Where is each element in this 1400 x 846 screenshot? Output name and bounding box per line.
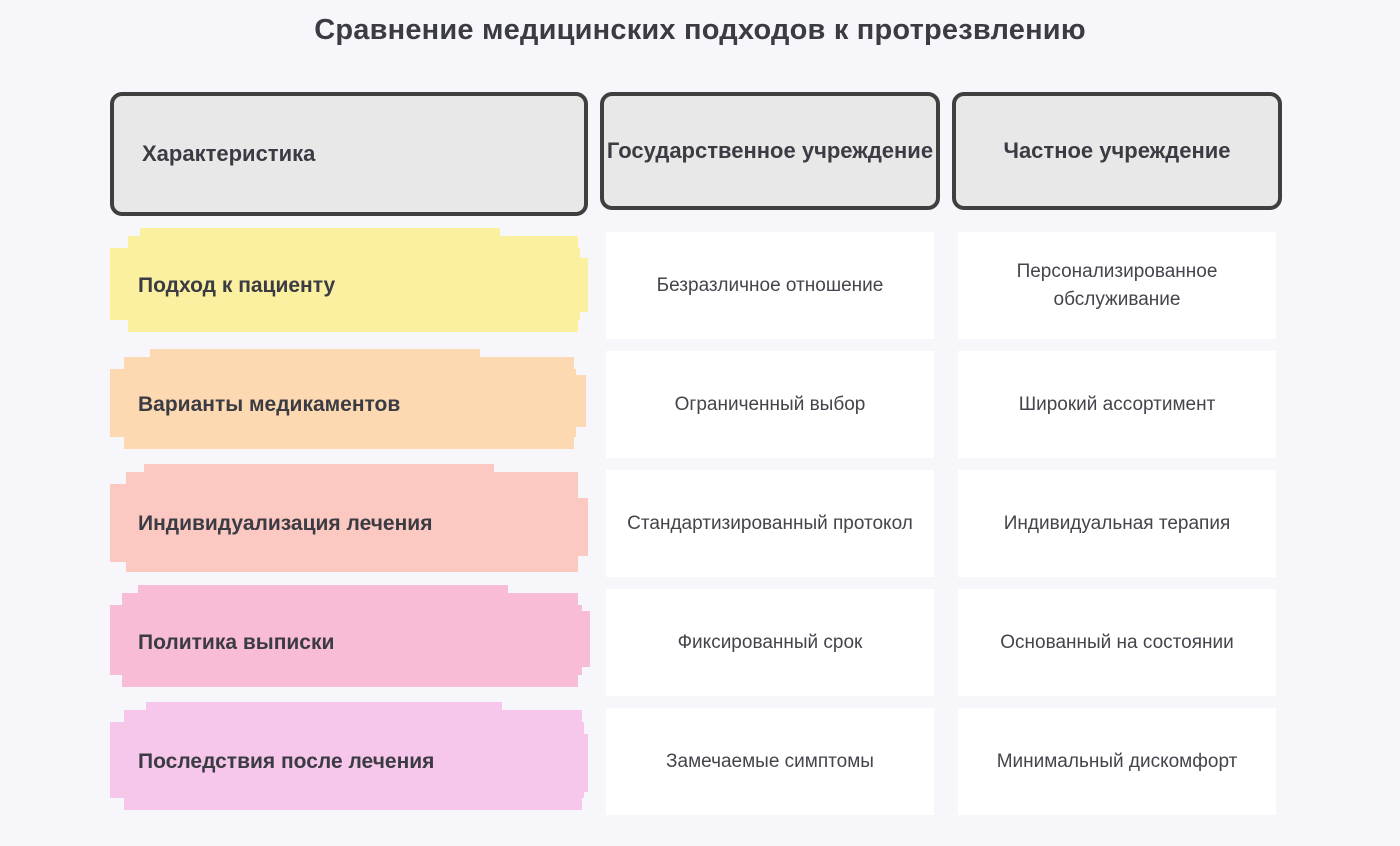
- table-header-row: [110, 92, 1300, 216]
- table-body: [110, 226, 1300, 821]
- table-row: [110, 583, 1300, 702]
- row-private-value: Основанный на состоянии: [1000, 631, 1234, 653]
- row-private-value: Минимальный дискомфорт: [996, 750, 1238, 772]
- row-public-value: Безразличное отношение: [656, 274, 884, 296]
- row-feature-label: Подход к пациенту: [138, 273, 336, 297]
- row-feature-label: Последствия после лечения: [138, 749, 435, 773]
- page-title: Сравнение медицинских подходов к протрезвлению: [314, 14, 1086, 46]
- row-private-value: Широкий ассортимент: [1018, 393, 1216, 415]
- table-row: [110, 345, 1300, 464]
- row-public-cell: [600, 345, 940, 464]
- row-feature-cell: [110, 702, 588, 821]
- row-feature-cell: [110, 226, 588, 345]
- row-public-cell: [600, 702, 940, 821]
- table-row: [110, 702, 1300, 821]
- row-private-cell: [952, 464, 1282, 583]
- row-private-cell: [952, 702, 1282, 821]
- row-public-cell: [600, 226, 940, 345]
- header-feature-label: Характеристика: [142, 141, 316, 167]
- row-feature-cell: [110, 583, 588, 702]
- table-row: [110, 464, 1300, 583]
- header-private-label: Частное учреждение: [1003, 138, 1231, 164]
- row-public-value: Замечаемые симптомы: [666, 750, 874, 772]
- header-cell-public: [600, 92, 940, 210]
- row-public-value: Фиксированный срок: [677, 631, 863, 653]
- header-cell-private: [952, 92, 1282, 210]
- row-feature-label: Индивидуализация лечения: [138, 511, 433, 535]
- row-private-value: Персонализированное обслуживание: [1016, 260, 1218, 310]
- row-private-cell: [952, 226, 1282, 345]
- row-private-cell: [952, 583, 1282, 702]
- row-private-value: Индивидуальная терапия: [1003, 512, 1231, 534]
- header-public-label: Государственное учреждение: [606, 138, 934, 164]
- row-feature-cell: [110, 345, 588, 464]
- table-row: [110, 226, 1300, 345]
- row-feature-cell: [110, 464, 588, 583]
- row-public-value: Стандартизированный протокол: [627, 512, 913, 534]
- row-public-value: Ограниченный выбор: [674, 393, 866, 415]
- row-public-cell: [600, 583, 940, 702]
- row-feature-label: Варианты медикаментов: [138, 392, 401, 416]
- row-public-cell: [600, 464, 940, 583]
- comparison-table: [110, 92, 1300, 821]
- row-private-cell: [952, 345, 1282, 464]
- row-feature-label: Политика выписки: [138, 630, 335, 654]
- header-cell-feature: [110, 92, 588, 216]
